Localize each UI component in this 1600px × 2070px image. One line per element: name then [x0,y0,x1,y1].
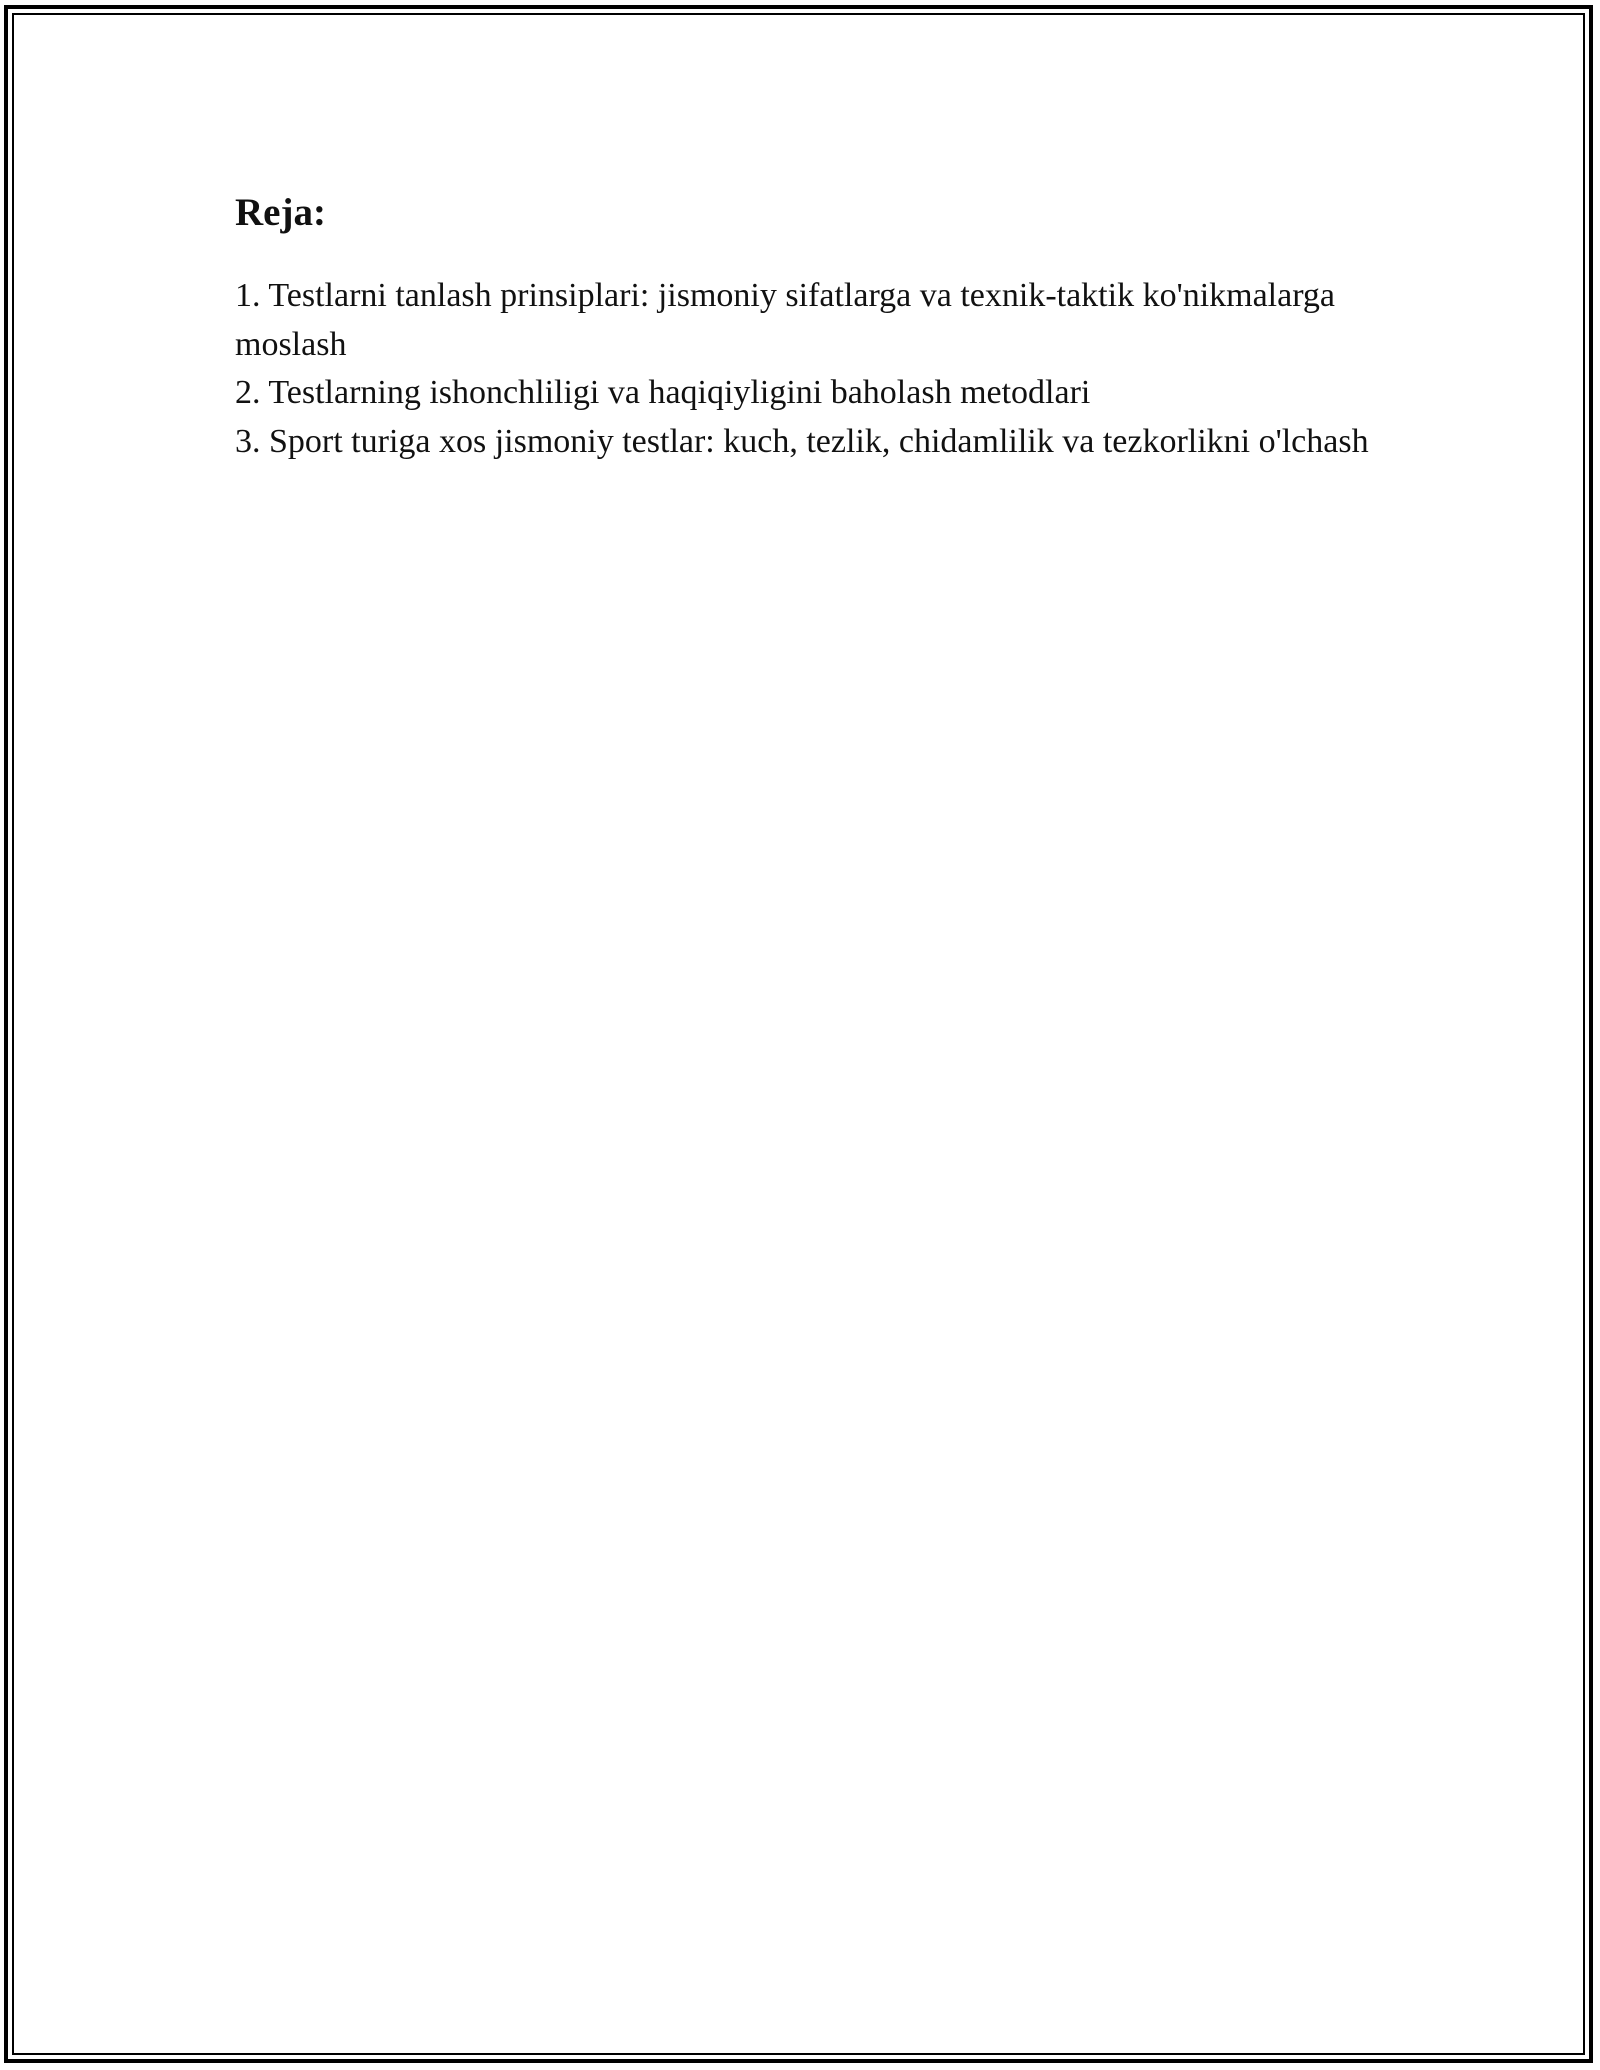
plan-title: Reja: [235,191,326,234]
plan-item-2: 2. Testlarning ishonchliligi va haqiqiyligini baholash metodlari [235,374,1091,411]
plan-item-1: 1. Testlarni tanlash prinsiplari: jismoniy sifatlarga va texnik-taktik ko'nikmalarga moslash [235,277,1336,363]
plan-list [235,272,1395,466]
document-content [235,184,1395,466]
plan-item-3: 3. Sport turiga xos jismoniy testlar: kuch, tezlik, chidamlilik va tezkorlikni o'lchash [235,422,1369,460]
